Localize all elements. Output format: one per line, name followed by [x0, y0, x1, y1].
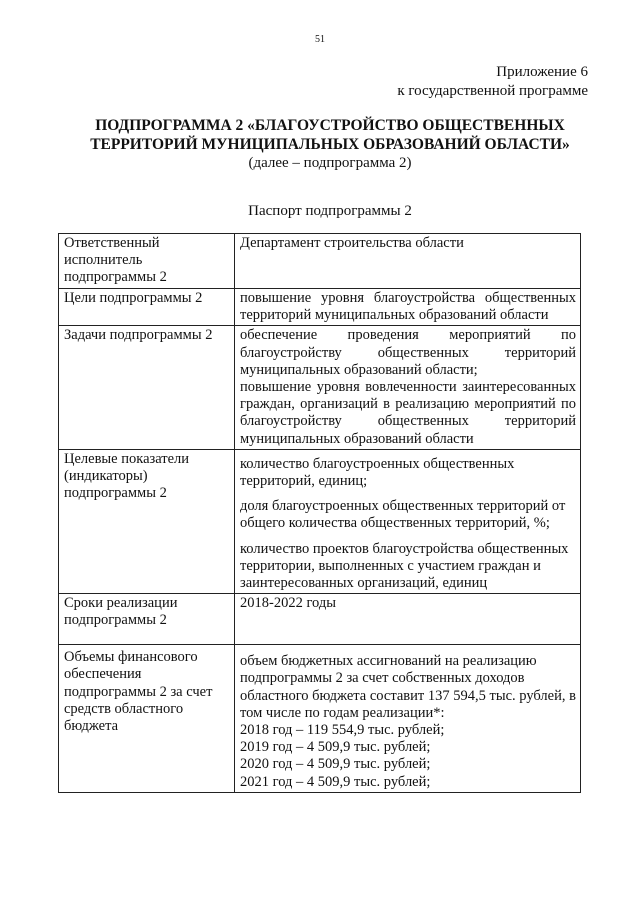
funding-year: 2021 год – 4 509,9 тыс. рублей; [240, 773, 431, 790]
page-number: 51 [315, 34, 325, 45]
row-label: Ответственный исполнитель подпрограммы 2 [59, 234, 235, 289]
row-label: Цели подпрограммы 2 [59, 289, 235, 326]
passport-table [58, 233, 581, 793]
task-2: повышение уровня вовлеченности заинтересованных граждан, организаций в реализацию мероприятий по благоустройству общественных территорий муниципальных образований области [240, 379, 576, 447]
table-row-indicators [59, 449, 581, 593]
title-line-1: ПОДПРОГРАММА 2 «БЛАГОУСТРОЙСТВО ОБЩЕСТВЕННЫХ [95, 117, 565, 134]
row-value: Департамент строительства области [235, 234, 581, 289]
appendix-line-1: Приложение 6 [496, 64, 588, 80]
passport-heading: Паспорт подпрограммы 2 [248, 203, 412, 219]
row-label: Объемы финансового обеспечения подпрограммы 2 за счет средств областного бюджета [59, 645, 235, 793]
table-row-responsible [59, 234, 581, 289]
row-label: Задачи подпрограммы 2 [59, 326, 235, 449]
funding-year: 2020 год – 4 509,9 тыс. рублей; [240, 756, 431, 773]
row-value [235, 645, 581, 793]
row-value: 2018-2022 годы [235, 594, 581, 645]
funding-year: 2018 год – 119 554,9 тыс. рублей; [240, 722, 445, 739]
row-value [235, 449, 581, 593]
row-label: Сроки реализации подпрограммы 2 [59, 594, 235, 645]
row-value [235, 326, 581, 449]
indicator-3: количество проектов благоустройства общественных территории, выполненных с участием граждан и заинтересованных организаций, единиц [240, 540, 569, 592]
funding-intro: объем бюджетных ассигнований на реализацию подпрограммы 2 за счет собственных доходов областного бюджета составит 137 594,5 тыс. рублей, в том числе по годам реализации*: [240, 653, 576, 721]
indicator-1: количество благоустроенных общественных территорий, единиц; [240, 455, 515, 490]
row-value: повышение уровня благоустройства общественных территорий муниципальных образований области [235, 289, 581, 326]
task-1: обеспечение проведения мероприятий по благоустройству общественных территорий муниципальных образований области; [240, 327, 576, 378]
table-row-tasks [59, 326, 581, 449]
table-row-goals [59, 289, 581, 326]
appendix-reference [397, 63, 588, 101]
title-line-2: ТЕРРИТОРИЙ МУНИЦИПАЛЬНЫХ ОБРАЗОВАНИЙ ОБЛАСТИ» [90, 136, 570, 153]
funding-year: 2019 год – 4 509,9 тыс. рублей; [240, 739, 431, 756]
row-label: Целевые показатели (индикаторы) подпрограммы 2 [59, 449, 235, 593]
document-subtitle: (далее – подпрограмма 2) [248, 155, 412, 171]
indicator-2: доля благоустроенных общественных территорий от общего количества общественных территорий, %; [240, 498, 566, 532]
table-row-timeline [59, 594, 581, 645]
table-row-funding [59, 645, 581, 793]
document-title [60, 116, 600, 154]
appendix-line-2: к государственной программе [397, 83, 588, 99]
